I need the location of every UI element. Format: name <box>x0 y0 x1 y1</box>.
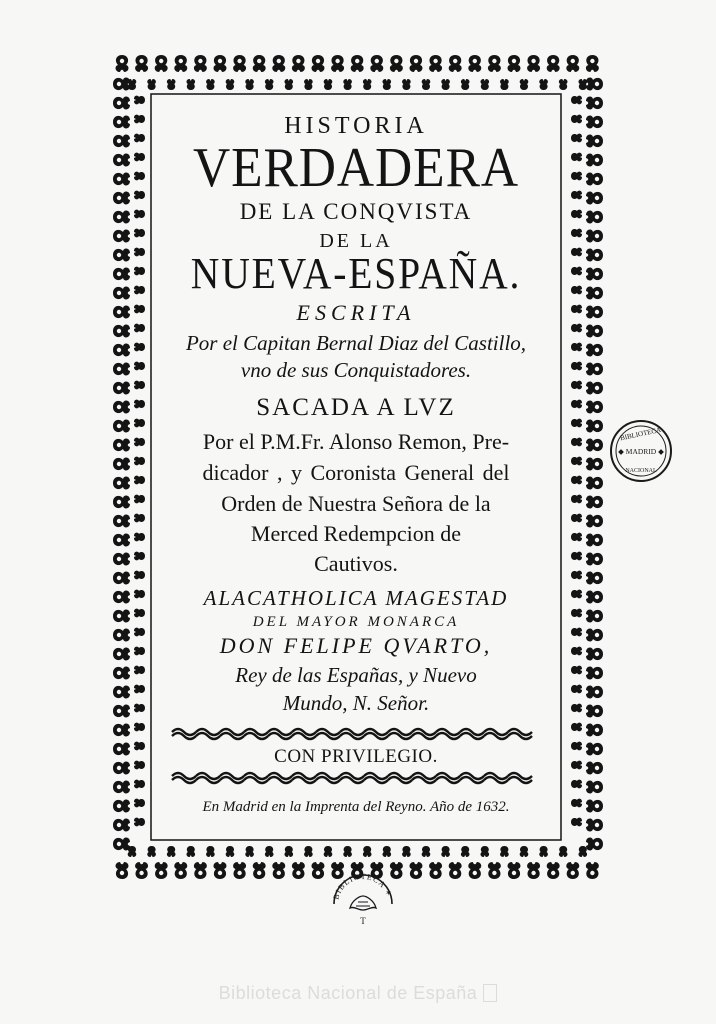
border-fleuron <box>468 55 481 72</box>
border-fleuron <box>134 609 145 618</box>
border-fleuron <box>370 55 383 72</box>
border-fleuron <box>113 458 130 471</box>
border-fleuron <box>508 55 521 72</box>
title-page-text <box>160 100 552 835</box>
border-fleuron <box>134 191 145 200</box>
border-fleuron <box>134 818 145 827</box>
border-fleuron <box>586 401 603 414</box>
border-fleuron <box>167 79 176 90</box>
border-fleuron <box>206 79 215 90</box>
border-fleuron <box>468 862 481 879</box>
border-fleuron <box>113 249 130 262</box>
border-fleuron <box>586 686 603 699</box>
border-fleuron <box>586 173 603 186</box>
svg-text:BIBLIOTECA: BIBLIOTECA <box>619 425 662 443</box>
svg-text:BIBLIOTECA ✶: BIBLIOTECA ✶ <box>331 871 394 901</box>
border-fleuron <box>363 846 372 857</box>
border-fleuron <box>113 800 130 813</box>
library-stamp-bottom <box>322 862 404 944</box>
border-fleuron <box>147 79 156 90</box>
border-fleuron <box>134 96 145 105</box>
dedication-line-2: DEL MAYOR MONARCA <box>252 614 460 630</box>
border-fleuron <box>586 667 603 680</box>
border-fleuron <box>265 79 274 90</box>
border-fleuron <box>571 267 582 276</box>
border-fleuron <box>134 400 145 409</box>
border-fleuron <box>134 761 145 770</box>
border-fleuron <box>113 705 130 718</box>
border-fleuron <box>586 363 603 376</box>
border-fleuron <box>343 79 352 90</box>
border-fleuron <box>571 286 582 295</box>
watermark-logo-icon <box>483 984 497 1002</box>
privilege-notice: CON PRIVILEGIO. <box>274 746 438 767</box>
border-fleuron <box>571 381 582 390</box>
library-stamp-right <box>608 418 674 484</box>
border-fleuron <box>571 343 582 352</box>
border-fleuron <box>134 343 145 352</box>
border-fleuron <box>113 743 130 756</box>
border-fleuron <box>571 400 582 409</box>
border-fleuron <box>134 514 145 523</box>
border-fleuron <box>520 846 529 857</box>
border-fleuron <box>571 134 582 143</box>
editor-line-4: Merced Redempcion de <box>250 521 462 546</box>
border-fleuron <box>571 305 582 314</box>
border-fleuron <box>571 438 582 447</box>
svg-text:T: T <box>360 916 366 926</box>
border-fleuron <box>147 846 156 857</box>
border-fleuron <box>113 591 130 604</box>
editor-line-2: dicador , y Coronista General del <box>202 460 510 485</box>
border-fleuron <box>441 846 450 857</box>
border-fleuron <box>566 55 579 72</box>
border-fleuron <box>586 724 603 737</box>
border-fleuron <box>113 572 130 585</box>
editor-line-3: Orden de Nuestra Señora de la <box>221 491 491 516</box>
border-fleuron <box>586 591 603 604</box>
border-fleuron <box>527 862 540 879</box>
border-fleuron <box>304 79 313 90</box>
border-fleuron <box>134 552 145 561</box>
border-fleuron <box>134 685 145 694</box>
border-fleuron <box>586 268 603 281</box>
border-fleuron <box>586 249 603 262</box>
border-fleuron <box>134 134 145 143</box>
border-fleuron <box>186 79 195 90</box>
border-fleuron <box>343 846 352 857</box>
border-fleuron <box>539 79 548 90</box>
border-fleuron <box>113 762 130 775</box>
border-fleuron <box>586 192 603 205</box>
border-fleuron <box>304 846 313 857</box>
border-fleuron <box>571 590 582 599</box>
border-fleuron <box>586 458 603 471</box>
border-fleuron <box>155 862 168 879</box>
border-fleuron <box>539 846 548 857</box>
border-fleuron <box>113 154 130 167</box>
published-by-heading: SACADA A LVZ <box>256 394 456 421</box>
border-fleuron <box>586 382 603 395</box>
border-fleuron <box>586 800 603 813</box>
border-fleuron <box>351 55 364 72</box>
border-fleuron <box>113 116 130 129</box>
border-fleuron <box>113 838 130 851</box>
border-fleuron <box>571 780 582 789</box>
border-fleuron <box>527 55 540 72</box>
border-fleuron <box>116 862 129 879</box>
border-fleuron <box>113 78 130 91</box>
border-fleuron <box>113 344 130 357</box>
border-fleuron <box>113 268 130 281</box>
border-fleuron <box>135 55 148 72</box>
border-fleuron <box>586 572 603 585</box>
border-fleuron <box>272 862 285 879</box>
border-fleuron <box>422 846 431 857</box>
border-fleuron <box>586 420 603 433</box>
border-fleuron <box>134 419 145 428</box>
border-fleuron <box>571 229 582 238</box>
border-fleuron <box>265 846 274 857</box>
border-fleuron <box>500 79 509 90</box>
border-fleuron <box>174 55 187 72</box>
border-fleuron <box>461 846 470 857</box>
border-fleuron <box>113 553 130 566</box>
border-fleuron <box>586 819 603 832</box>
border-fleuron <box>113 306 130 319</box>
border-fleuron <box>113 477 130 490</box>
border-fleuron <box>134 476 145 485</box>
border-fleuron <box>116 55 129 72</box>
author-line-2: vno de sus Conquistadores. <box>240 358 472 382</box>
border-fleuron <box>586 838 603 851</box>
border-fleuron <box>226 846 235 857</box>
border-fleuron <box>155 55 168 72</box>
border-fleuron <box>571 96 582 105</box>
author-line-1: Por el Capitan Bernal Diaz del Castillo, <box>185 331 527 355</box>
border-fleuron <box>113 515 130 528</box>
border-fleuron <box>113 211 130 224</box>
border-fleuron <box>586 116 603 129</box>
border-fleuron <box>134 495 145 504</box>
border-fleuron <box>586 135 603 148</box>
border-fleuron <box>113 401 130 414</box>
border-fleuron <box>134 780 145 789</box>
border-fleuron <box>382 79 391 90</box>
border-fleuron <box>134 533 145 542</box>
title-historia: HISTORIA <box>284 113 428 139</box>
border-fleuron <box>390 55 403 72</box>
border-fleuron <box>571 324 582 333</box>
border-fleuron <box>586 781 603 794</box>
border-fleuron <box>113 382 130 395</box>
border-fleuron <box>586 287 603 300</box>
border-fleuron <box>586 553 603 566</box>
border-fleuron <box>284 846 293 857</box>
title-escrita: ESCRITA <box>296 300 416 325</box>
border-fleuron <box>134 362 145 371</box>
border-fleuron <box>559 846 568 857</box>
svg-text:◆ MADRID ◆: ◆ MADRID ◆ <box>618 447 664 456</box>
border-fleuron <box>134 229 145 238</box>
border-fleuron <box>134 590 145 599</box>
border-fleuron <box>441 79 450 90</box>
border-fleuron <box>167 846 176 857</box>
border-fleuron <box>113 135 130 148</box>
border-fleuron <box>571 476 582 485</box>
border-fleuron <box>134 267 145 276</box>
border-fleuron <box>586 610 603 623</box>
border-fleuron <box>113 648 130 661</box>
border-fleuron <box>134 799 145 808</box>
border-fleuron <box>113 439 130 452</box>
dedication-line-1: ALACATHOLICA MAGESTAD <box>203 586 509 610</box>
border-fleuron <box>312 55 325 72</box>
border-fleuron <box>226 79 235 90</box>
dedication-line-3: DON FELIPE QVARTO, <box>219 633 493 658</box>
border-fleuron <box>113 230 130 243</box>
border-fleuron <box>113 724 130 737</box>
border-fleuron <box>284 79 293 90</box>
border-fleuron <box>586 515 603 528</box>
border-fleuron <box>113 192 130 205</box>
dedication-line-4: Rey de las Españas, y Nuevo <box>235 663 477 687</box>
border-fleuron <box>586 743 603 756</box>
border-fleuron <box>586 78 603 91</box>
editor-line-5: Cautivos. <box>314 551 398 576</box>
border-fleuron <box>571 362 582 371</box>
border-fleuron <box>113 534 130 547</box>
border-fleuron <box>586 211 603 224</box>
border-fleuron <box>113 819 130 832</box>
border-fleuron <box>134 723 145 732</box>
border-fleuron <box>571 571 582 580</box>
border-fleuron <box>206 846 215 857</box>
border-fleuron <box>233 55 246 72</box>
border-fleuron <box>586 705 603 718</box>
border-fleuron <box>410 862 423 879</box>
border-fleuron <box>324 846 333 857</box>
border-fleuron <box>571 742 582 751</box>
border-fleuron <box>586 154 603 167</box>
border-fleuron <box>214 862 227 879</box>
border-fleuron <box>586 496 603 509</box>
border-fleuron <box>233 862 246 879</box>
border-fleuron <box>429 862 442 879</box>
border-fleuron <box>586 862 599 879</box>
border-fleuron <box>113 629 130 642</box>
title-de-la: DE LA <box>319 230 393 252</box>
border-fleuron <box>571 609 582 618</box>
border-fleuron <box>571 533 582 542</box>
border-fleuron <box>134 704 145 713</box>
border-fleuron <box>134 742 145 751</box>
border-fleuron <box>488 55 501 72</box>
border-fleuron <box>500 846 509 857</box>
border-fleuron <box>134 666 145 675</box>
border-fleuron <box>113 363 130 376</box>
editor-line-1: Por el P.M.Fr. Alonso Remon, Pre- <box>202 429 510 454</box>
dedication-line-5: Mundo, N. Señor. <box>282 691 430 715</box>
border-fleuron <box>571 666 582 675</box>
border-fleuron <box>113 610 130 623</box>
border-fleuron <box>571 552 582 561</box>
border-fleuron <box>571 248 582 257</box>
border-fleuron <box>113 173 130 186</box>
border-fleuron <box>134 571 145 580</box>
border-fleuron <box>571 723 582 732</box>
border-fleuron <box>488 862 501 879</box>
border-fleuron <box>134 286 145 295</box>
border-fleuron <box>402 846 411 857</box>
border-fleuron <box>429 55 442 72</box>
border-fleuron <box>194 55 207 72</box>
border-fleuron <box>363 79 372 90</box>
border-fleuron <box>135 862 148 879</box>
footer-watermark <box>0 983 716 1004</box>
border-fleuron <box>113 781 130 794</box>
border-fleuron <box>578 79 587 90</box>
border-fleuron <box>253 55 266 72</box>
border-fleuron <box>292 862 305 879</box>
border-fleuron <box>571 419 582 428</box>
border-fleuron <box>134 324 145 333</box>
border-fleuron <box>571 457 582 466</box>
border-fleuron <box>586 762 603 775</box>
svg-text:NACIONAL: NACIONAL <box>625 468 657 474</box>
border-fleuron <box>422 79 431 90</box>
border-fleuron <box>520 79 529 90</box>
border-fleuron <box>547 55 560 72</box>
border-fleuron <box>113 496 130 509</box>
border-fleuron <box>571 210 582 219</box>
border-fleuron <box>571 761 582 770</box>
title-verdadera: VERDADERA <box>193 137 519 199</box>
border-fleuron <box>113 97 130 110</box>
border-fleuron <box>113 325 130 338</box>
border-fleuron <box>113 686 130 699</box>
border-fleuron <box>586 97 603 110</box>
border-fleuron <box>402 79 411 90</box>
border-fleuron <box>134 115 145 124</box>
border-fleuron <box>586 325 603 338</box>
border-fleuron <box>586 439 603 452</box>
border-fleuron <box>480 79 489 90</box>
border-fleuron <box>449 55 462 72</box>
border-fleuron <box>194 862 207 879</box>
border-fleuron <box>449 862 462 879</box>
border-fleuron <box>245 79 254 90</box>
border-fleuron <box>571 799 582 808</box>
border-fleuron <box>571 704 582 713</box>
title-nueva-espana: NUEVA-ESPAÑA. <box>190 249 522 298</box>
watermark-text: Biblioteca Nacional de España <box>218 983 478 1003</box>
border-fleuron <box>571 172 582 181</box>
border-fleuron <box>571 685 582 694</box>
border-fleuron <box>559 79 568 90</box>
border-fleuron <box>134 647 145 656</box>
border-fleuron <box>113 667 130 680</box>
border-fleuron <box>134 438 145 447</box>
border-fleuron <box>331 55 344 72</box>
border-fleuron <box>186 846 195 857</box>
border-fleuron <box>134 210 145 219</box>
border-fleuron <box>571 153 582 162</box>
border-fleuron <box>571 628 582 637</box>
border-fleuron <box>508 862 521 879</box>
border-fleuron <box>134 153 145 162</box>
border-fleuron <box>571 818 582 827</box>
border-fleuron <box>292 55 305 72</box>
border-fleuron <box>586 629 603 642</box>
border-fleuron <box>134 172 145 181</box>
imprint-line: En Madrid en la Imprenta del Reyno. Año de 1632. <box>202 799 510 815</box>
border-fleuron <box>134 305 145 314</box>
border-fleuron <box>578 846 587 857</box>
border-fleuron <box>134 628 145 637</box>
border-fleuron <box>571 514 582 523</box>
border-fleuron <box>461 79 470 90</box>
border-fleuron <box>113 420 130 433</box>
border-fleuron <box>586 306 603 319</box>
border-fleuron <box>253 862 266 879</box>
border-fleuron <box>410 55 423 72</box>
border-fleuron <box>272 55 285 72</box>
border-fleuron <box>174 862 187 879</box>
border-fleuron <box>214 55 227 72</box>
border-fleuron <box>134 457 145 466</box>
border-fleuron <box>480 846 489 857</box>
border-fleuron <box>586 230 603 243</box>
border-fleuron <box>586 55 599 72</box>
title-de-la-conquista: DE LA CONQVISTA <box>239 199 473 224</box>
border-fleuron <box>571 495 582 504</box>
border-fleuron <box>566 862 579 879</box>
border-fleuron <box>113 287 130 300</box>
border-fleuron <box>547 862 560 879</box>
border-fleuron <box>586 648 603 661</box>
border-fleuron <box>586 344 603 357</box>
border-fleuron <box>586 477 603 490</box>
border-fleuron <box>571 647 582 656</box>
border-fleuron <box>245 846 254 857</box>
border-fleuron <box>571 191 582 200</box>
border-fleuron <box>382 846 391 857</box>
border-fleuron <box>134 248 145 257</box>
border-fleuron <box>586 534 603 547</box>
border-fleuron <box>571 115 582 124</box>
border-fleuron <box>324 79 333 90</box>
border-fleuron <box>134 381 145 390</box>
